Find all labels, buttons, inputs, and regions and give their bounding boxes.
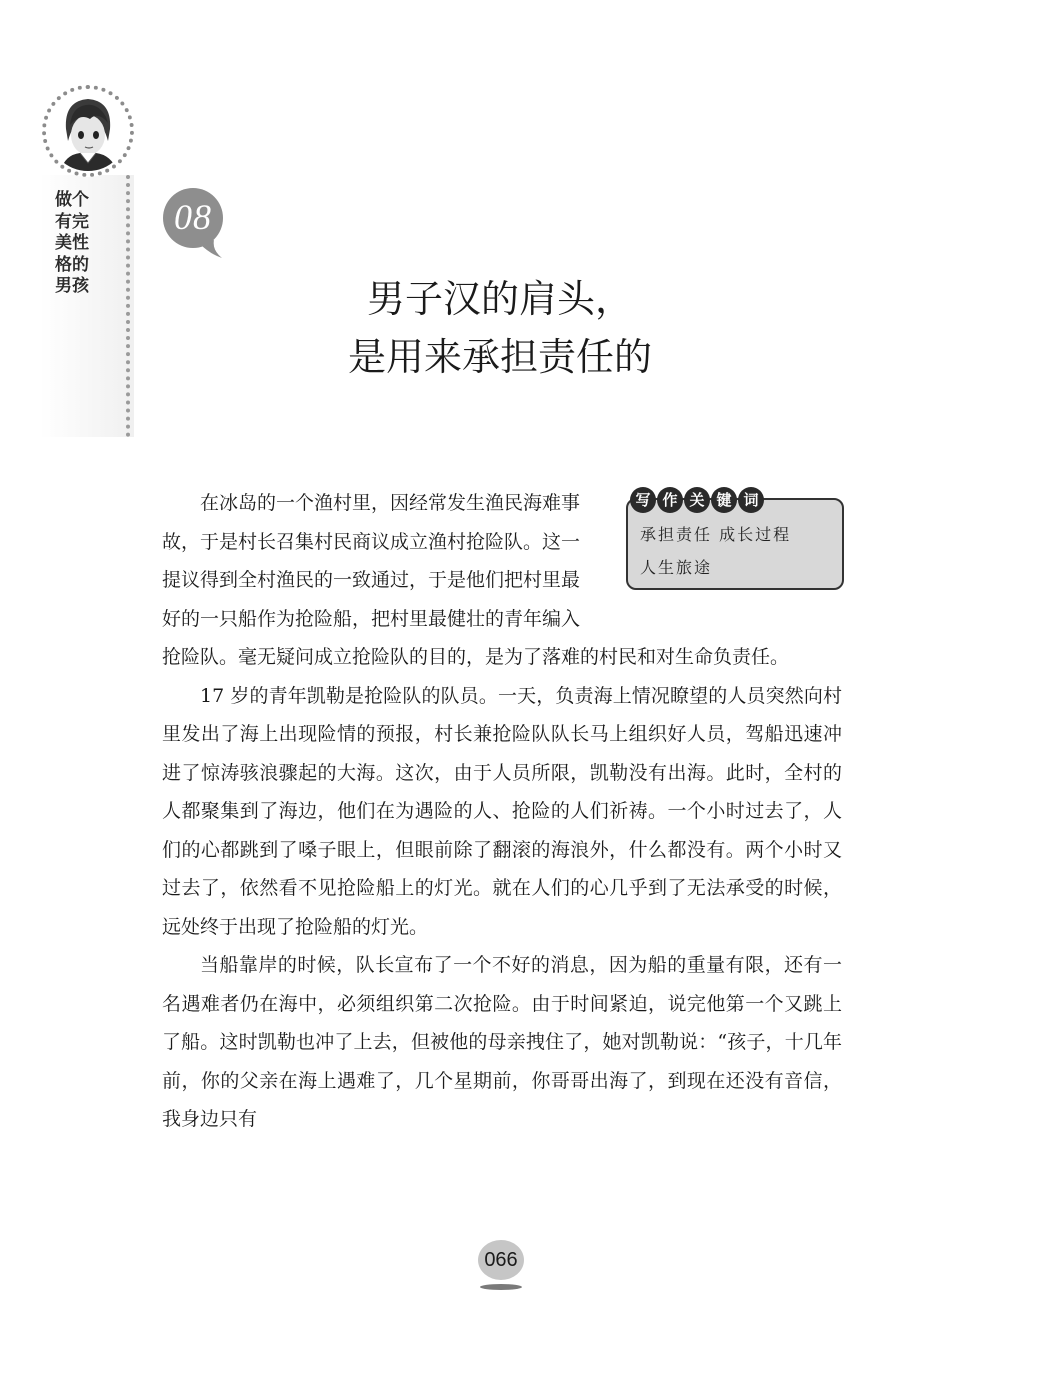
keyword-float-spacer xyxy=(580,484,842,634)
paragraph: 17 岁的青年凯勒是抢险队的队员。一天，负责海上情况瞭望的人员突然向村里发出了海上出现险情的预报，村长兼抢险队队长马上组织好人员，驾船迅速冲进了惊涛骇浪骤起的大海。这次，由于人员所限，凯勒没有出海。此时，全村的人都聚集到了海边，他们在为遇险的人、抢险的人们祈祷。一个小时过去了，人们的心都跳到了嗓子眼上，但眼前除了翻滚的海浪外，什么都没有。两个小时又过去了，依然看不见抢险船上的灯光。就在人们的心几乎到了无法承受的时候，远处终于出现了抢险船的灯光。 xyxy=(162,684,842,938)
article-body xyxy=(162,484,842,1139)
avatar xyxy=(42,85,134,177)
page-number-shadow xyxy=(480,1284,522,1290)
title-line-2: 是用来承担责任的 xyxy=(347,335,652,379)
keyword-line-2: 人生旅途 xyxy=(640,558,713,577)
paragraph: 在冰岛的一个渔村里，因经常发生渔民海难事故，于是村长召集村民商议成立渔村抢险队。这一提议得到全村渔民的一致通过，于是他们把村里最好的一只船作为抢险船，把村里最健壮的青年编入抢险队。毫无疑问成立抢险队的目的，是为了落难的村民和对生命负责任。 xyxy=(162,492,790,668)
keyword-label-char: 作 xyxy=(657,487,683,513)
page-number: 066 xyxy=(478,1240,524,1280)
keyword-label-char: 写 xyxy=(630,487,656,513)
chapter-number: 08 xyxy=(174,197,212,237)
title-line-1: 男子汉的肩头， xyxy=(366,277,633,321)
series-title: 做个有完美性格的男孩 xyxy=(55,190,89,296)
boy-portrait-icon xyxy=(46,89,130,173)
keyword-label-char: 关 xyxy=(684,487,710,513)
keyword-line-1: 承担责任 成长过程 xyxy=(640,525,792,544)
sidebar xyxy=(40,80,134,440)
keyword-label-char: 键 xyxy=(711,487,737,513)
paragraph: 当船靠岸的时候，队长宣布了一个不好的消息，因为船的重量有限，还有一名遇难者仍在海中，必须组织第二次抢险。由于时间紧迫，说完他第一个又跳上了船。这时凯勒也冲了上去，但被他的母亲拽住了，她对凯勒说：“孩子，十几年前，你的父亲在海上遇难了，几个星期前，你哥哥出海了，到现在还没有音信，我身边只有 xyxy=(162,954,842,1130)
keyword-label-char: 词 xyxy=(738,487,764,513)
sidebar-dotted-line xyxy=(126,175,130,437)
chapter-badge xyxy=(160,188,230,260)
page-title xyxy=(320,270,680,386)
